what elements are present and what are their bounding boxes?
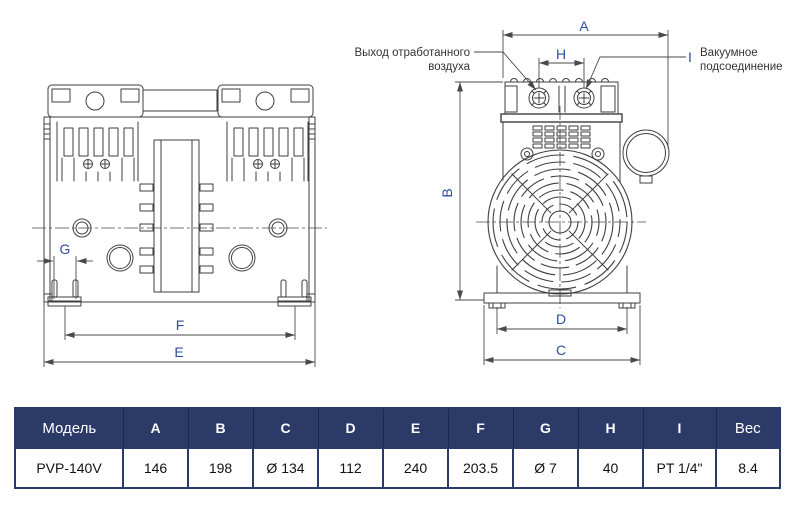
- dimension-label-a: A: [579, 18, 589, 34]
- left-cooling-fins: [57, 122, 138, 181]
- header-dim-h: H: [578, 408, 643, 448]
- cell-e: 240: [383, 448, 448, 488]
- left-valve-cover: [48, 85, 143, 117]
- dimension-label-d: D: [555, 311, 567, 327]
- capacitor: [623, 130, 669, 183]
- header-dim-a: A: [123, 408, 188, 448]
- vacuum-port: [574, 88, 594, 108]
- exhaust-callout: [354, 47, 536, 90]
- cell-weight: 8.4: [716, 448, 780, 488]
- right-valve-cover: [218, 85, 313, 117]
- header-dim-g: G: [513, 408, 578, 448]
- cell-a: 146: [123, 448, 188, 488]
- dimension-e: [44, 302, 315, 367]
- table-row: [15, 448, 780, 488]
- dimension-label-i: I: [688, 49, 692, 65]
- dimension-a: [503, 18, 668, 148]
- cell-i: PT 1/4": [643, 448, 716, 488]
- header-dim-e: E: [383, 408, 448, 448]
- vent-grid: [533, 126, 590, 148]
- header-dim-b: B: [188, 408, 253, 448]
- cell-g: Ø 7: [513, 448, 578, 488]
- dimension-f: [65, 306, 295, 340]
- cell-d: 112: [318, 448, 383, 488]
- dimension-label-h: H: [555, 46, 567, 62]
- exhaust-port: [529, 88, 549, 108]
- dimension-label-e: E: [174, 344, 184, 360]
- header-dim-d: D: [318, 408, 383, 448]
- cell-h: 40: [578, 448, 643, 488]
- cell-c: Ø 134: [253, 448, 318, 488]
- front-view-base: [484, 266, 640, 308]
- vacuum-label-line1: Вакуумное: [700, 47, 758, 59]
- dimension-label-f: F: [175, 317, 185, 333]
- dimensions-table: [14, 407, 781, 489]
- header-dim-f: F: [448, 408, 513, 448]
- dimension-d: [497, 307, 627, 334]
- cell-b: 198: [188, 448, 253, 488]
- exhaust-label-line1: Выход отработанного: [354, 47, 470, 59]
- dimension-label-c: C: [555, 342, 567, 358]
- header-model: Модель: [15, 408, 123, 448]
- dimension-label-g: G: [59, 241, 71, 257]
- dimension-g: [37, 241, 93, 299]
- connecting-bridge: [143, 90, 217, 111]
- header-dim-c: C: [253, 408, 318, 448]
- dimension-label-b: B: [439, 188, 455, 198]
- cell-f: 203.5: [448, 448, 513, 488]
- exhaust-label-line2: воздуха: [428, 61, 470, 73]
- vacuum-callout: [586, 47, 783, 89]
- table-header-row: [15, 408, 780, 448]
- header-weight: Вес: [716, 408, 780, 448]
- cell-model: PVP-140V: [15, 448, 123, 488]
- header-dim-i: I: [643, 408, 716, 448]
- dimension-b: [439, 82, 503, 300]
- vacuum-label-line2: подсоединение: [700, 61, 783, 73]
- front-view-drawing: [476, 79, 669, 309]
- right-cooling-fins: [227, 122, 308, 181]
